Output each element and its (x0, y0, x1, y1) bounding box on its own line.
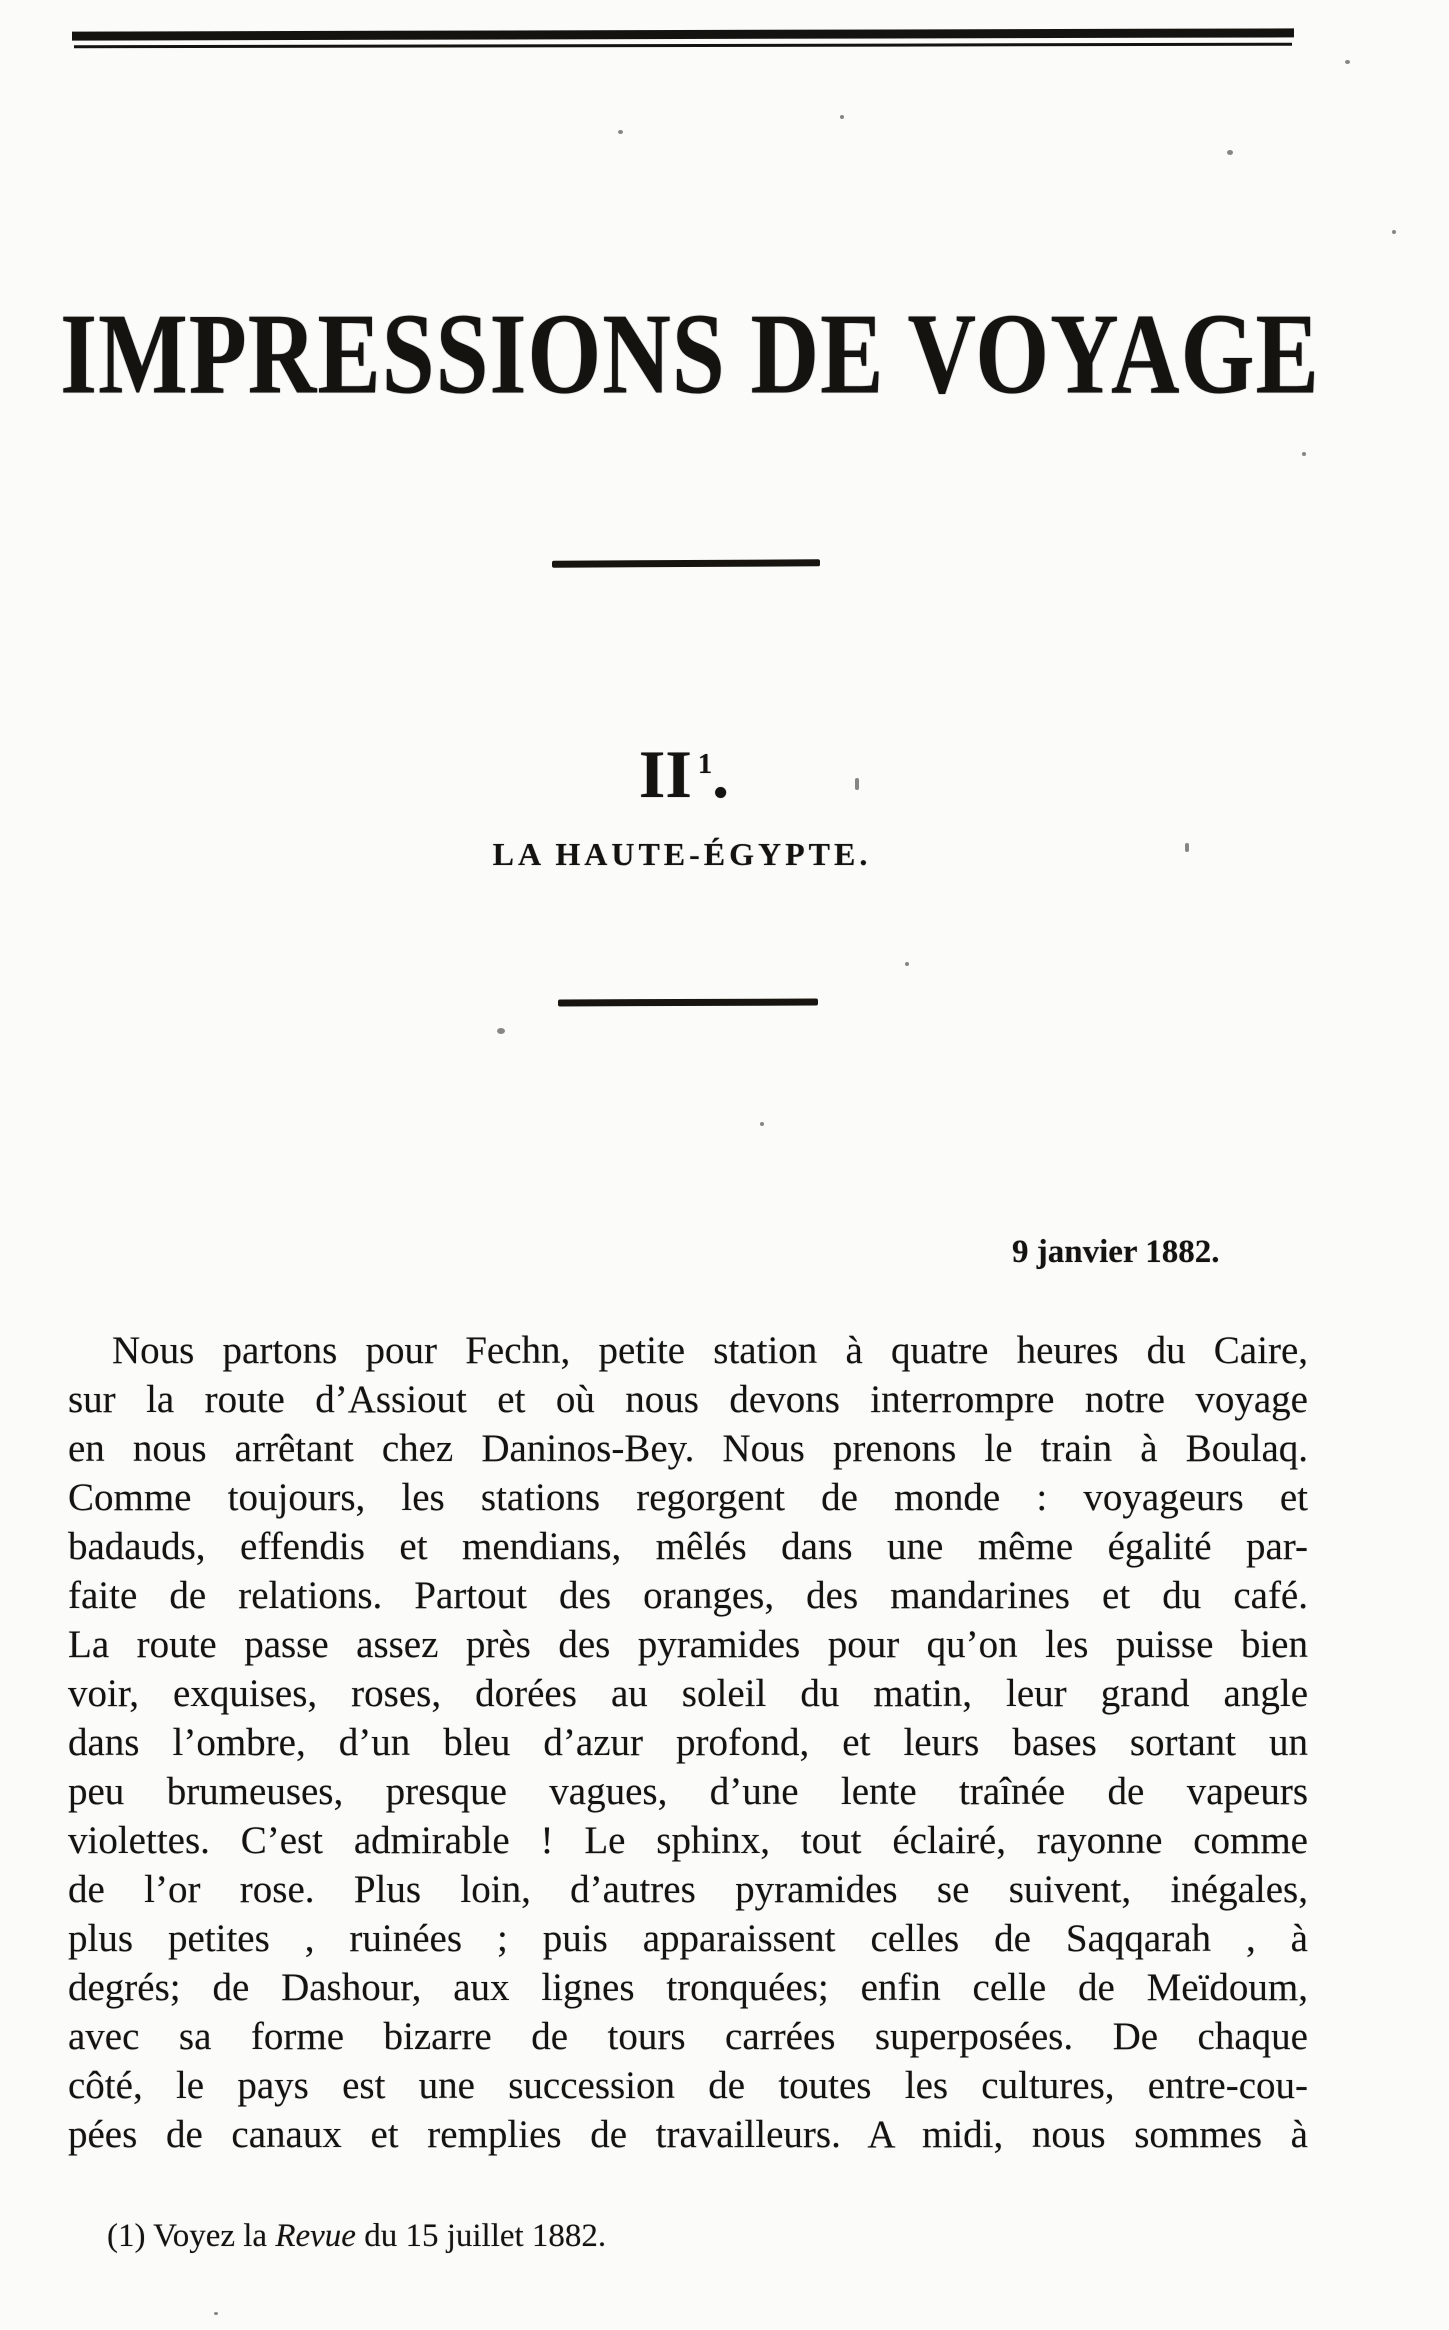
section-subtitle: LA HAUTE-ÉGYPTE. (492, 836, 872, 872)
scan-speck (905, 962, 909, 966)
footnote (107, 2216, 606, 2256)
top-rule-thick (72, 28, 1294, 40)
body-line: La route passe assez près des pyramides pour qu’on les puisse bien (68, 1623, 1308, 1666)
scan-speck (1345, 60, 1350, 64)
body-line: en nous arrêtant chez Daninos-Bey. Nous prenons le train à Boulaq. (68, 1427, 1308, 1470)
body-line: avec sa forme bizarre de tours carrées superposées. De chaque (68, 2015, 1308, 2058)
top-rule-thin (74, 43, 1292, 49)
body-line: badauds, effendis et mendians, mêlés dans une même égalité par- (68, 1525, 1308, 1568)
section-divider-bottom (558, 999, 818, 1007)
scan-speck (1392, 230, 1396, 234)
body-line: pées de canaux et remplies de travailleurs. A midi, nous sommes à (68, 2113, 1308, 2156)
section-divider-top (552, 559, 820, 567)
scan-speck (618, 130, 623, 134)
scan-speck (497, 1028, 505, 1034)
body-line: dans l’ombre, d’un bleu d’azur profond, et leurs bases sortant un (68, 1721, 1308, 1764)
body-line: plus petites , ruinées ; puis apparaissent celles de Saqqarah , à (68, 1917, 1308, 1960)
footnote-text-suffix: du 15 juillet 1882. (355, 2218, 607, 2254)
body-line: voir, exquises, roses, dorées au soleil du matin, leur grand angle (68, 1672, 1308, 1715)
body-line: Nous partons pour Fechn, petite station à quatre heures du Caire, (112, 1329, 1308, 1372)
page-title: IMPRESSIONS DE VOYAGE (60, 288, 1320, 418)
section-numeral: II (638, 736, 692, 812)
scan-speck (1185, 843, 1189, 852)
footnote-text-prefix: (1) Voyez la (107, 2218, 276, 2254)
scan-speck (1302, 452, 1306, 456)
dateline: 9 janvier 1882. (1012, 1234, 1220, 1270)
body-line: faite de relations. Partout des oranges, des mandarines et du café. (68, 1574, 1308, 1617)
body-line: Comme toujours, les stations regorgent de monde : voyageurs et (68, 1476, 1308, 1519)
section-heading (534, 736, 834, 812)
scan-speck (855, 778, 859, 790)
scan-speck (1227, 150, 1233, 155)
scan-speck (840, 115, 844, 119)
body-line: peu brumeuses, presque vagues, d’une lente traînée de vapeurs (68, 1770, 1308, 1813)
scan-speck (214, 2312, 218, 2315)
body-line: violettes. C’est admirable ! Le sphinx, tout éclairé, rayonne comme (68, 1819, 1308, 1862)
body-line: sur la route d’Assiout et où nous devons interrompre notre voyage (68, 1378, 1308, 1421)
body-line: degrés; de Dashour, aux lignes tronquées; enfin celle de Meïdoum, (68, 1966, 1308, 2009)
body-line: côté, le pays est une succession de toutes les cultures, entre-cou- (68, 2064, 1308, 2107)
footnote-journal-title: Revue (275, 2218, 356, 2254)
body-line: de l’or rose. Plus loin, d’autres pyramides se suivent, inégales, (68, 1868, 1308, 1911)
section-heading-period: . (712, 736, 730, 812)
body-paragraph (68, 1326, 1308, 2159)
scan-speck (760, 1122, 764, 1126)
footnote-marker: 1 (697, 749, 713, 781)
